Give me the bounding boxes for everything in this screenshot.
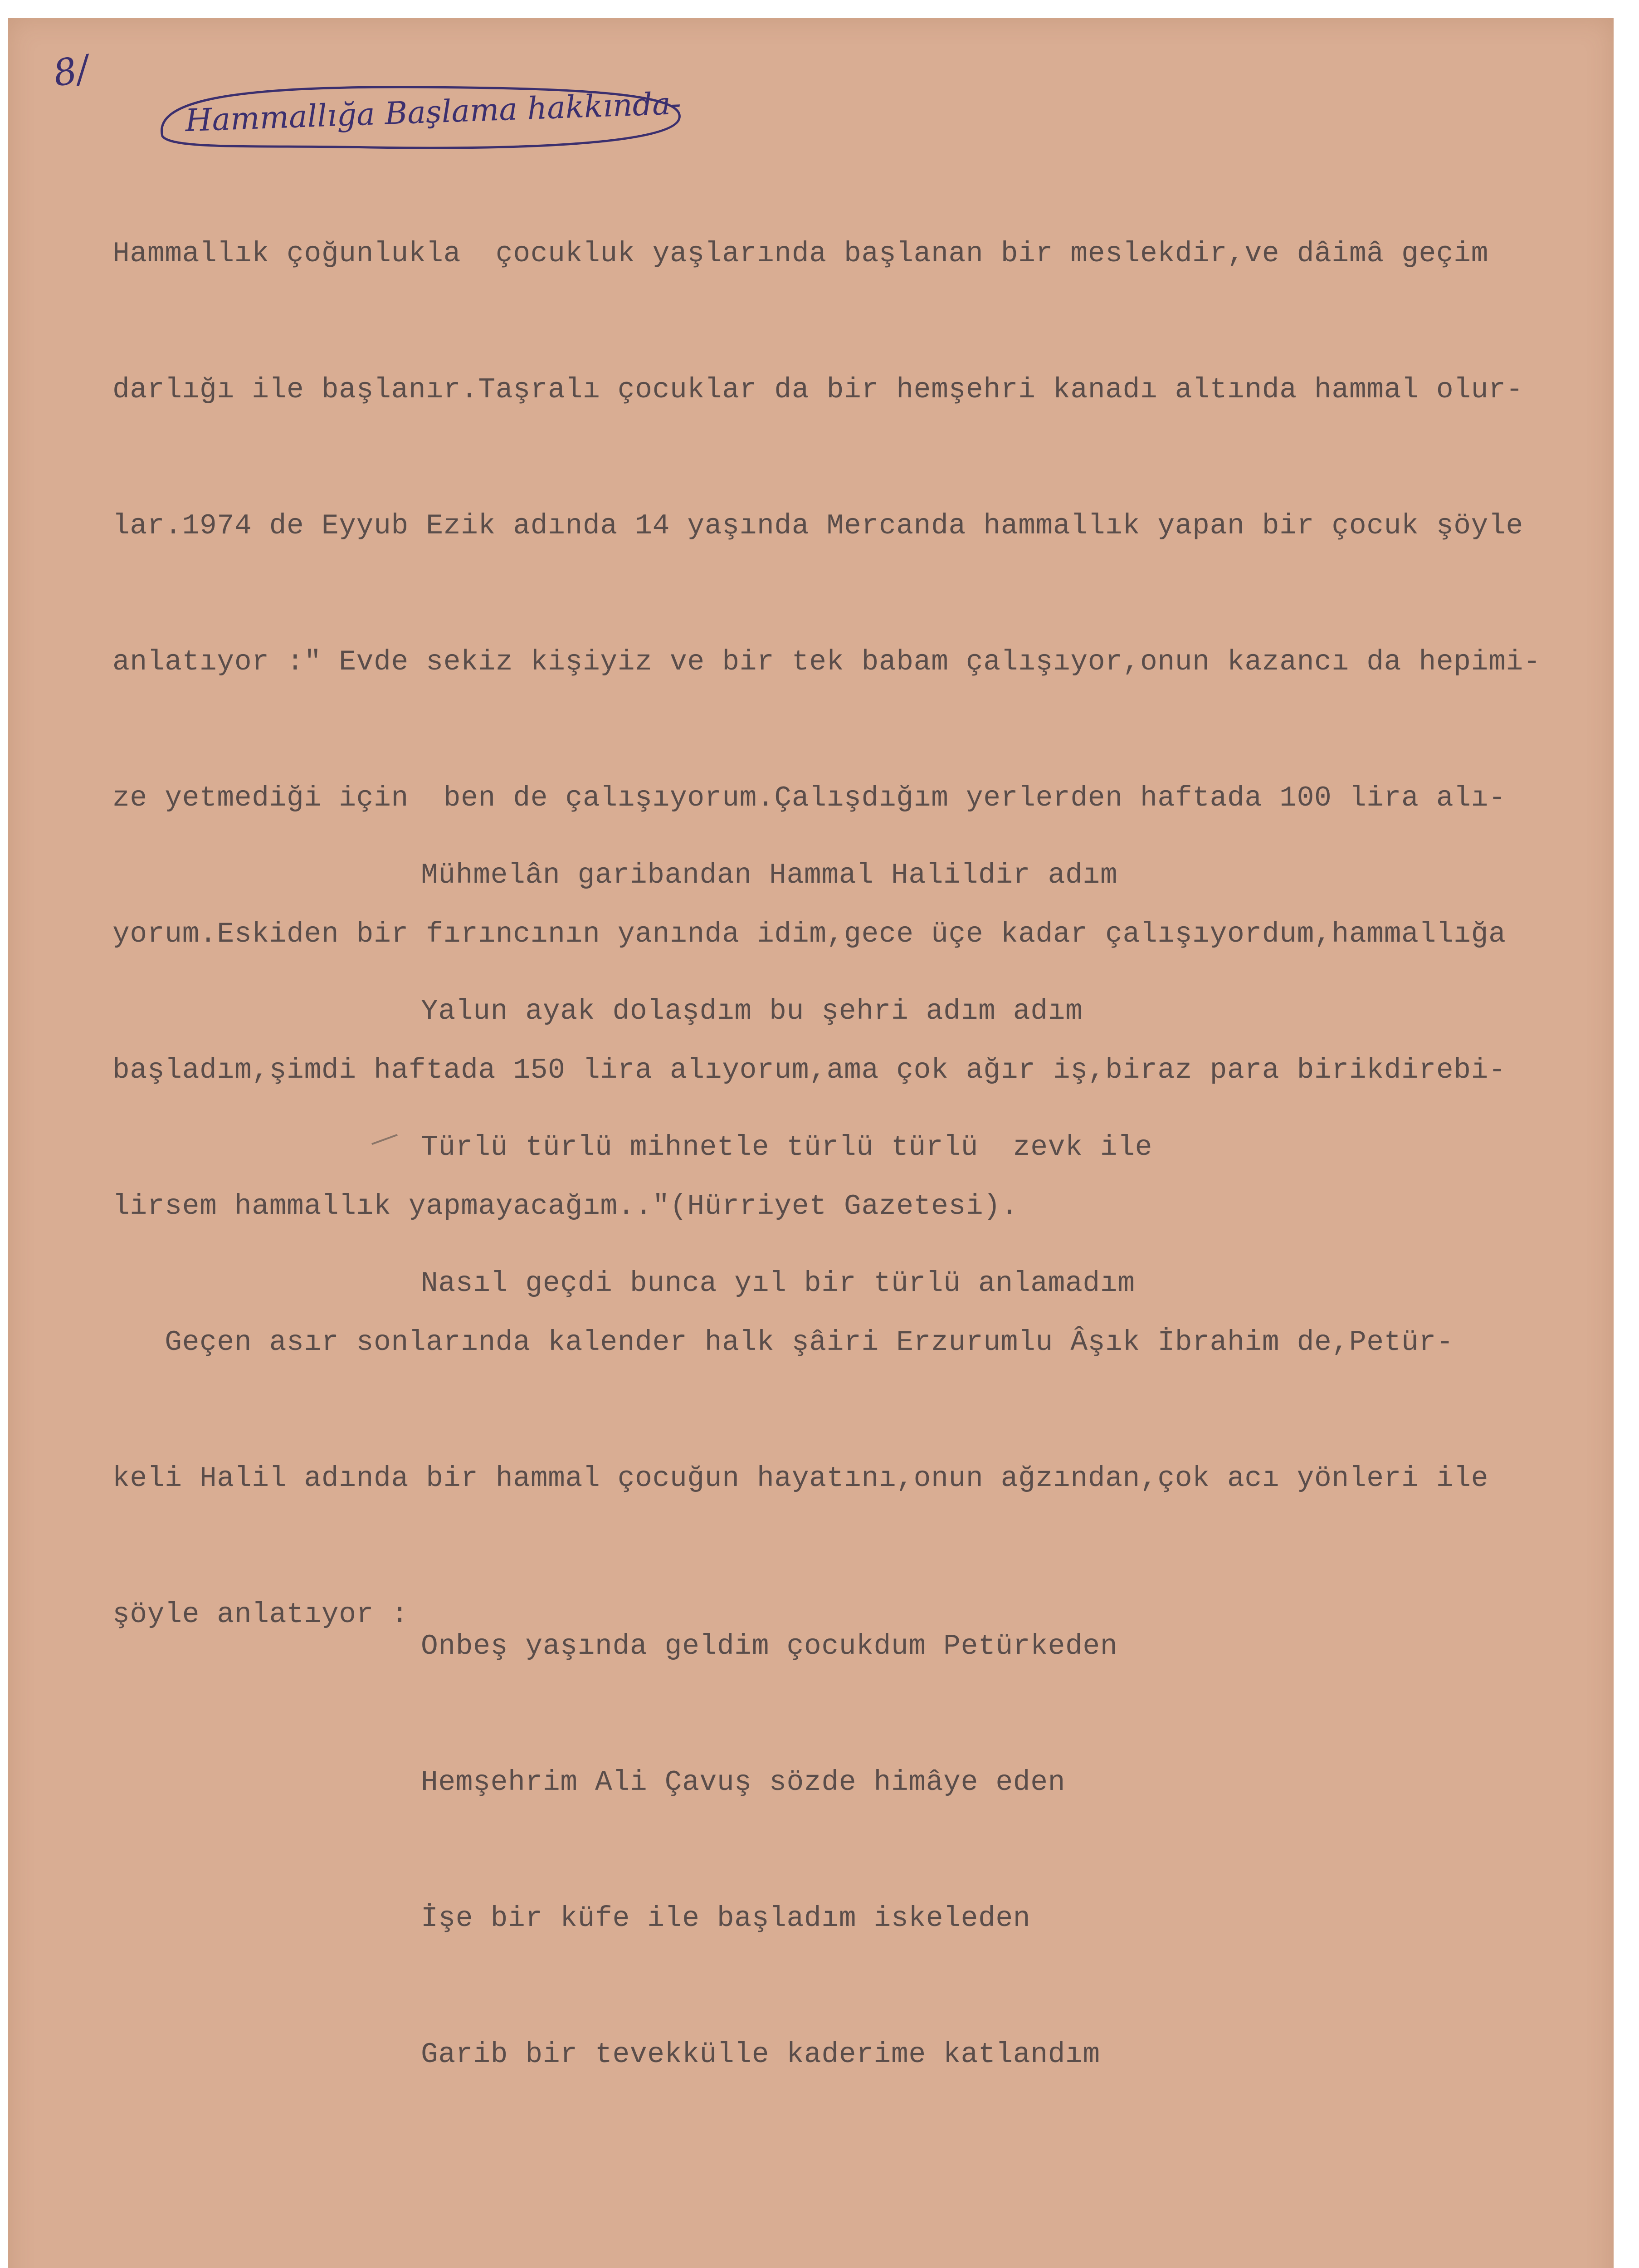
prose-line: şöyle anlatıyor :	[112, 1598, 409, 1631]
prose-line: Hammallık çoğunlukla çocukluk yaşlarında başlanan bir meslekdir,ve dâimâ geçim	[112, 238, 1489, 270]
poem-line: Nasıl geçdi bunca yıl bir türlü anlamadım	[421, 1267, 1135, 1300]
poem-line: Mühmelân garibandan Hammal Halildir adım	[421, 859, 1118, 891]
poem-line: Türlü türlü mihnetle türlü türlü zevk ile	[421, 1131, 1153, 1163]
prose-line: darlığı ile başlanır.Taşralı çocuklar da bir hemşehri kanadı altında hammal olur-	[112, 374, 1523, 406]
poem-line: Garib bir tevekkülle kaderime katlandım	[421, 2038, 1100, 2071]
document-page	[8, 18, 1614, 2268]
prose-line: lar.1974 de Eyyub Ezik adında 14 yaşında Mercanda hammallık yapan bir çocuk şöyle	[112, 510, 1523, 542]
poem-line: İşe bir küfe ile başladım iskeleden	[421, 1902, 1031, 1935]
prose-line: başladım,şimdi haftada 150 lira alıyorum,ama çok ağır iş,biraz para birikdirebi-	[112, 1054, 1506, 1086]
poem-line: Yalun ayak dolaşdım bu şehri adım adım	[421, 995, 1083, 1027]
prose-line: anlatıyor :" Evde sekiz kişiyiz ve bir tek babam çalışıyor,onun kazancı da hepimi-	[112, 646, 1541, 678]
prose-line: yorum.Eskiden bir fırıncının yanında idim,gece üçe kadar çalışıyordum,hammallığa	[112, 918, 1506, 950]
poem-stanza	[421, 1533, 1509, 2168]
prose-line: keli Halil adında bir hammal çocuğun hayatını,onun ağzından,çok acı yönleri ile	[112, 1462, 1489, 1495]
page-number: 8/	[50, 47, 93, 95]
prose-line: Geçen asır sonlarında kalender halk şâiri Erzurumlu Âşık İbrahim de,Petür-	[112, 1326, 1454, 1359]
prose-line: ze yetmediği için ben de çalışıyorum.Çalışdığım yerlerden haftada 100 lira alı-	[112, 782, 1506, 814]
prose-line: lirsem hammallık yapmayacağım.."(Hürriyet Gazetesi).	[112, 1190, 1019, 1222]
poem-stanza	[421, 762, 1509, 1397]
poem-block	[421, 671, 1509, 2268]
poem-line: Hemşehrim Ali Çavuş sözde himâye eden	[421, 1766, 1066, 1799]
poem-line: Onbeş yaşında geldim çocukdum Petürkeden	[421, 1630, 1118, 1662]
handwritten-title: Hammallığa Başlama hakkında-	[184, 85, 682, 139]
